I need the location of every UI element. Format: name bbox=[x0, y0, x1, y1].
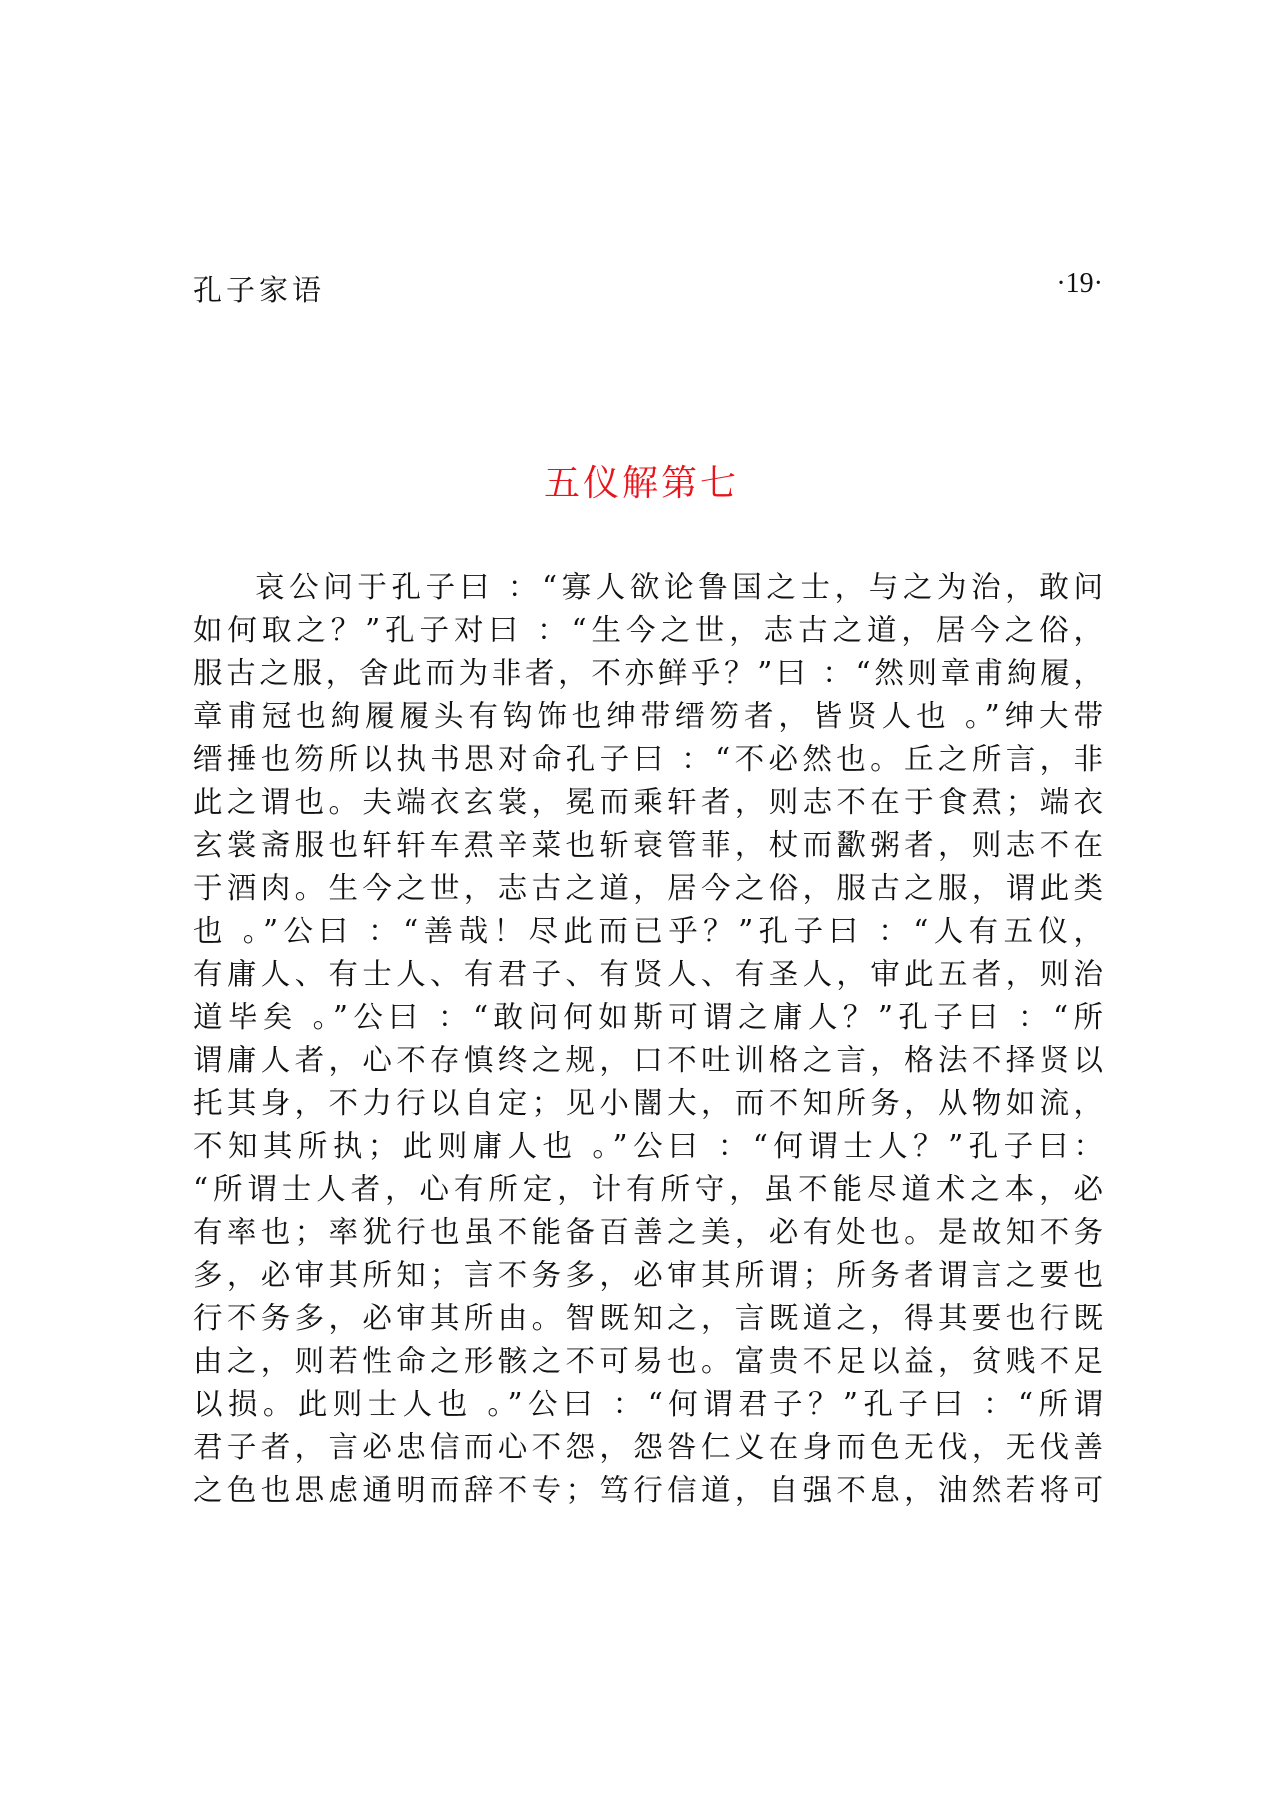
body-text bbox=[193, 566, 1103, 1512]
text-line: 章甫冠也絇履履头有钩饰也绅带缙笏者，皆贤人也 。”绅大带 bbox=[193, 699, 1103, 733]
text-line: 谓庸人者，心不存慎终之规，口不吐训格之言，格法不择贤以 bbox=[193, 1043, 1103, 1077]
text-line: 有率也；率犹行也虽不能备百善之美，必有处也。是故知不务 bbox=[193, 1215, 1103, 1249]
text-line: 多，必审其所知；言不务多，必审其所谓；所务者谓言之要也 bbox=[193, 1258, 1103, 1292]
running-header bbox=[193, 268, 1103, 308]
text-line: 玄裳斋服也轩轩车焄辛菜也斩衰管菲，杖而歠粥者，则志不在 bbox=[193, 828, 1103, 862]
book-title: 孔子家语 bbox=[193, 273, 326, 307]
text-line: 缙捶也笏所以执书思对命孔子曰 ：“不必然也。丘之所言，非 bbox=[193, 742, 1103, 776]
text-line: 有庸人、有士人、有君子、有贤人、有圣人，审此五者，则治 bbox=[193, 957, 1103, 991]
page-number: ·19· bbox=[1056, 268, 1103, 299]
text-line: “所谓士人者，心有所定，计有所守，虽不能尽道术之本，必 bbox=[193, 1172, 1103, 1206]
chapter-title: 五仪解第七 bbox=[543, 463, 739, 504]
text-line: 此之谓也。夫端衣玄裳，冕而乘轩者，则志不在于食焄；端衣 bbox=[193, 785, 1103, 819]
text-line: 以损。此则士人也 。”公曰 ：“何谓君子？”孔子曰 ：“所谓 bbox=[193, 1387, 1103, 1421]
text-line: 道毕矣 。”公曰 ：“敢问何如斯可谓之庸人？”孔子曰 ：“所 bbox=[193, 1000, 1103, 1034]
text-line: 不知其所执；此则庸人也 。”公曰 ：“何谓士人？”孔子曰： bbox=[193, 1129, 1103, 1163]
text-line: 君子者，言必忠信而心不怨，怨咎仁义在身而色无伐，无伐善 bbox=[193, 1430, 1103, 1464]
text-line: 如何取之？”孔子对曰 ：“生今之世，志古之道，居今之俗， bbox=[193, 613, 1103, 647]
text-line: 服古之服，舍此而为非者，不亦鲜乎？”曰 ：“然则章甫絇履， bbox=[193, 656, 1103, 690]
text-line: 行不务多，必审其所由。智既知之，言既道之，得其要也行既 bbox=[193, 1301, 1103, 1335]
text-line: 于酒肉。生今之世，志古之道，居今之俗，服古之服，谓此类 bbox=[193, 871, 1103, 905]
text-line: 也 。”公曰 ：“善哉！尽此而已乎？”孔子曰 ：“人有五仪， bbox=[193, 914, 1103, 948]
text-line: 托其身，不力行以自定；见小闇大，而不知所务，从物如流， bbox=[193, 1086, 1103, 1120]
text-line: 哀公问于孔子曰 ：“寡人欲论鲁国之士，与之为治，敢问 bbox=[255, 570, 1103, 604]
text-line: 之色也思虑通明而辞不专；笃行信道，自强不息，油然若将可 bbox=[193, 1473, 1103, 1507]
text-line: 由之，则若性命之形骸之不可易也。富贵不足以益，贫贱不足 bbox=[193, 1344, 1103, 1378]
